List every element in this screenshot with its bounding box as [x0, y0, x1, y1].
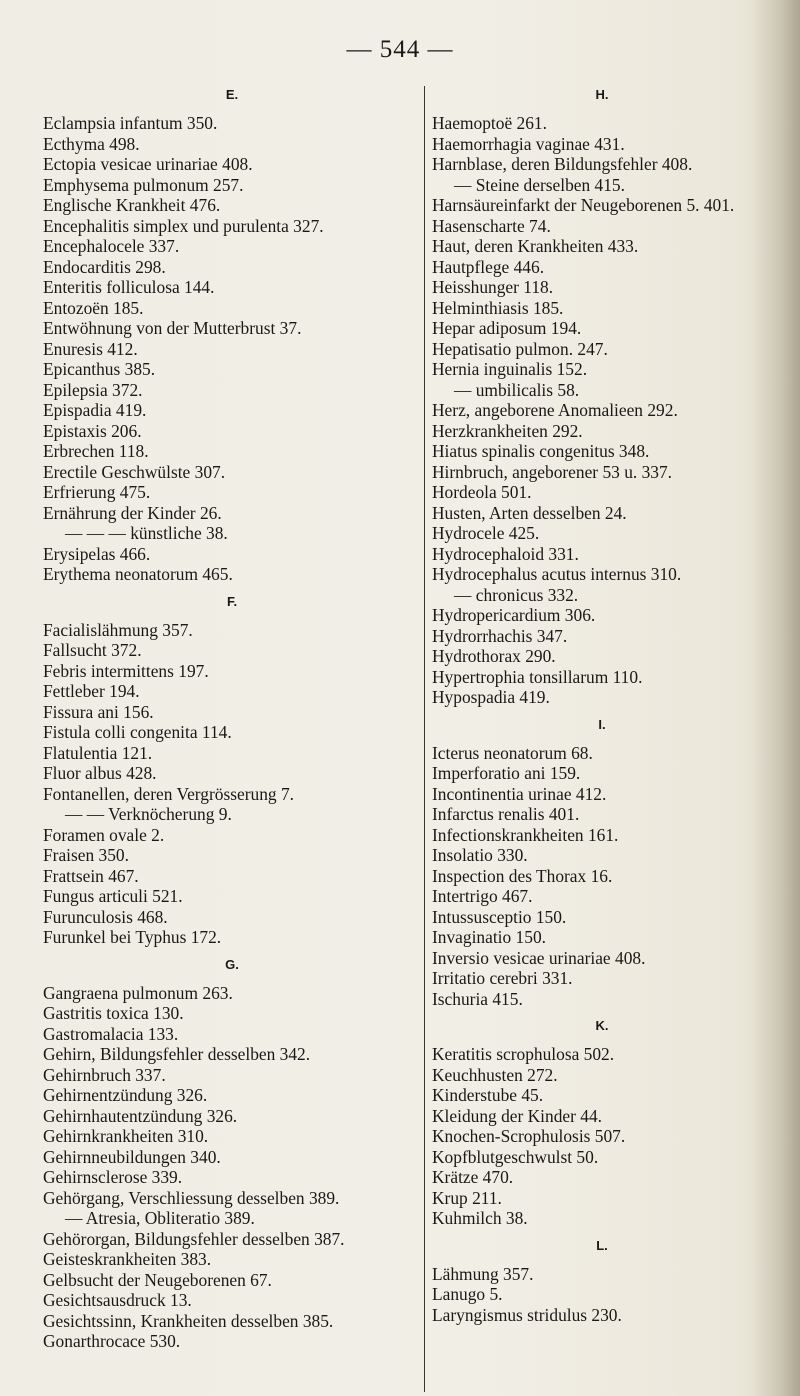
- index-entry: Helminthiasis 185.: [432, 297, 564, 318]
- index-entry: Husten, Arten desselben 24.: [432, 502, 627, 523]
- index-entry: Hypospadia 419.: [432, 687, 550, 707]
- index-entry: Ischuria 415.: [432, 988, 523, 1009]
- index-entry: Harnsäureinfarkt der Neugeborenen 5. 401.: [432, 195, 735, 215]
- index-entry: Hydropericardium 306.: [432, 605, 596, 625]
- index-entry: Infectionskrankheiten 161.: [432, 824, 619, 845]
- index-entry: Gehirnkrankheiten 310.: [43, 1126, 209, 1146]
- index-entry: Facialislähmung 357.: [43, 619, 193, 640]
- index-entry: Herzkrankheiten 292.: [432, 420, 583, 441]
- index-entry: Intussusceptio 150.: [432, 906, 567, 927]
- index-entry: Febris intermittens 197.: [43, 660, 209, 681]
- index-entry: Epicanthus 385.: [43, 359, 156, 379]
- index-section: [432, 86, 772, 708]
- index-entry: Haemorrhagia vaginae 431.: [432, 133, 625, 154]
- section-letter: E.: [225, 87, 239, 102]
- index-entry: Intertrigo 467.: [432, 886, 533, 906]
- section-letter: L.: [596, 1237, 608, 1253]
- index-entry: Enuresis 412.: [43, 338, 138, 359]
- index-entry: Erbrechen 118.: [43, 441, 149, 461]
- index-entry: Ecthyma 498.: [43, 133, 140, 154]
- index-entry: Invaginatio 150.: [432, 927, 546, 947]
- index-entry: Fistula colli congenita 114.: [43, 722, 232, 742]
- index-entry: Gehirn, Bildungsfehler desselben 342.: [43, 1044, 311, 1064]
- index-entry: — — — künstliche 38.: [65, 523, 228, 543]
- index-entry: Ectopia vesicae urinariae 408.: [43, 154, 253, 174]
- index-entry: Endocarditis 298.: [43, 256, 166, 277]
- index-section: [43, 86, 421, 585]
- index-entry: Enteritis folliculosa 144.: [43, 277, 215, 297]
- index-entry: Hiatus spinalis congenitus 348.: [432, 441, 650, 461]
- index-entry: Fettleber 194.: [43, 681, 140, 701]
- index-entry: Epilepsia 372.: [43, 379, 143, 400]
- index-entry: Erectile Geschwülste 307.: [43, 461, 226, 482]
- section-letter: I.: [598, 716, 606, 732]
- index-entry: Gehirnentzündung 326.: [43, 1085, 208, 1105]
- index-entry: Keratitis scrophulosa 502.: [432, 1044, 615, 1064]
- index-entry: Erythema neonatorum 465.: [43, 564, 233, 584]
- index-section: [432, 1017, 772, 1229]
- page-number: — 544 —: [346, 36, 454, 63]
- index-entry: Hydrothorax 290.: [432, 646, 556, 666]
- index-entry: Irritatio cerebri 331.: [432, 968, 573, 988]
- index-entry: Hordeola 501.: [432, 482, 532, 502]
- index-entry: Haut, deren Krankheiten 433.: [432, 236, 639, 256]
- index-entry: Gelbsucht der Neugeborenen 67.: [43, 1269, 272, 1290]
- index-entry: Krup 211.: [432, 1187, 502, 1208]
- index-entry: Foramen ovale 2.: [43, 824, 165, 845]
- index-column-right: [432, 86, 772, 1325]
- section-letter: K.: [595, 1018, 609, 1033]
- index-entry: Fallsucht 372.: [43, 640, 142, 660]
- index-entry: Heisshunger 118.: [432, 277, 554, 297]
- index-entry: Laryngismus stridulus 230.: [432, 1304, 622, 1325]
- section-letter: F.: [226, 593, 238, 609]
- index-section: [432, 1237, 772, 1326]
- index-entry: Krätze 470.: [432, 1167, 514, 1187]
- index-entry: Hepatisatio pulmon. 247.: [432, 338, 608, 359]
- index-entry: Erfrierung 475.: [43, 482, 151, 502]
- section-letter: H.: [595, 87, 609, 102]
- index-entry: — Atresia, Obliteratio 389.: [65, 1208, 255, 1228]
- index-entry: Fraisen 350.: [43, 845, 129, 865]
- index-entry: Insolatio 330.: [432, 845, 528, 865]
- index-entry: Lähmung 357.: [432, 1263, 534, 1284]
- index-entry: Kopfblutgeschwulst 50.: [432, 1146, 599, 1167]
- column-divider: [424, 86, 425, 1392]
- index-entry: Gehirnsclerose 339.: [43, 1167, 183, 1187]
- index-entry: Kinderstube 45.: [432, 1085, 544, 1105]
- index-entry: Infarctus renalis 401.: [432, 804, 580, 824]
- index-entry: Gehirnbruch 337.: [43, 1064, 166, 1085]
- index-section: [43, 593, 421, 948]
- index-entry: Encephalitis simplex und purulenta 327.: [43, 215, 324, 236]
- index-entry: Hasenscharte 74.: [432, 215, 551, 236]
- index-entry: Gastromalacia 133.: [43, 1023, 179, 1044]
- index-entry: Harnblase, deren Bildungsfehler 408.: [432, 154, 693, 174]
- index-section: [43, 956, 421, 1352]
- index-entry: Hepar adiposum 194.: [432, 318, 582, 338]
- index-entry: Gesichtssinn, Krankheiten desselben 385.: [43, 1310, 334, 1331]
- index-entry: Frattsein 467.: [43, 865, 139, 886]
- index-entry: Hypertrophia tonsillarum 110.: [432, 666, 643, 687]
- index-entry: Fontanellen, deren Vergrösserung 7.: [43, 783, 294, 804]
- index-entry: Incontinentia urinae 412.: [432, 783, 607, 804]
- index-entry: Hydrocele 425.: [432, 523, 540, 543]
- index-entry: Gesichtsausdruck 13.: [43, 1290, 192, 1310]
- index-entry: Fungus articuli 521.: [43, 886, 183, 906]
- index-entry: Gangraena pulmonum 263.: [43, 982, 233, 1003]
- index-entry: Englische Krankheit 476.: [43, 195, 221, 215]
- index-entry: Ernährung der Kinder 26.: [43, 502, 222, 523]
- index-entry: — umbilicalis 58.: [454, 379, 580, 400]
- index-entry: Entozoën 185.: [43, 297, 144, 318]
- index-entry: Flatulentia 121.: [43, 742, 153, 763]
- index-entry: Hernia inguinalis 152.: [432, 359, 588, 379]
- index-entry: Keuchhusten 272.: [432, 1064, 558, 1085]
- index-entry: Epispadia 419.: [43, 400, 147, 420]
- index-entry: Furunculosis 468.: [43, 906, 168, 927]
- index-entry: Icterus neonatorum 68.: [432, 742, 593, 763]
- index-entry: Hydrorrhachis 347.: [432, 625, 568, 646]
- index-entry: Kleidung der Kinder 44.: [432, 1105, 603, 1126]
- index-entry: Hydrocephalus acutus internus 310.: [432, 564, 682, 584]
- index-entry: Knochen-Scrophulosis 507.: [432, 1126, 626, 1146]
- index-entry: Erysipelas 466.: [43, 543, 151, 564]
- index-entry: Haemoptoë 261.: [432, 113, 547, 133]
- index-entry: Emphysema pulmonum 257.: [43, 174, 244, 195]
- index-entry: Gehirnneubildungen 340.: [43, 1146, 221, 1167]
- index-entry: Gehörgang, Verschliessung desselben 389.: [43, 1187, 340, 1208]
- index-entry: Entwöhnung von der Mutterbrust 37.: [43, 318, 302, 338]
- index-entry: Encephalocele 337.: [43, 236, 180, 256]
- index-entry: Hirnbruch, angeborener 53 u. 337.: [432, 461, 673, 482]
- index-entry: Inspection des Thorax 16.: [432, 865, 613, 886]
- index-entry: Herz, angeborene Anomalieen 292.: [432, 400, 678, 420]
- index-section: [432, 716, 772, 1010]
- index-entry: Furunkel bei Typhus 172.: [43, 927, 222, 947]
- index-entry: — — Verknöcherung 9.: [65, 804, 232, 824]
- section-letter: G.: [225, 956, 239, 972]
- index-entry: Imperforatio ani 159.: [432, 763, 581, 783]
- index-column-left: [43, 86, 421, 1352]
- index-entry: Epistaxis 206.: [43, 420, 142, 441]
- index-entry: Kuhmilch 38.: [432, 1208, 528, 1228]
- index-entry: Lanugo 5.: [432, 1284, 503, 1304]
- index-entry: Hautpflege 446.: [432, 256, 545, 277]
- index-entry: Gonarthrocace 530.: [43, 1331, 181, 1351]
- index-entry: — chronicus 332.: [454, 584, 579, 605]
- index-entry: Gehörorgan, Bildungsfehler desselben 387.: [43, 1228, 345, 1249]
- index-entry: Gastritis toxica 130.: [43, 1003, 184, 1023]
- index-entry: Inversio vesicae urinariae 408.: [432, 947, 646, 968]
- index-entry: Eclampsia infantum 350.: [43, 113, 218, 133]
- index-entry: — Steine derselben 415.: [454, 174, 625, 195]
- index-entry: Hydrocephaloid 331.: [432, 543, 579, 564]
- index-entry: Fissura ani 156.: [43, 701, 154, 722]
- index-entry: Fluor albus 428.: [43, 763, 157, 783]
- index-entry: Geisteskrankheiten 383.: [43, 1249, 212, 1269]
- index-entry: Gehirnhautentzündung 326.: [43, 1105, 238, 1126]
